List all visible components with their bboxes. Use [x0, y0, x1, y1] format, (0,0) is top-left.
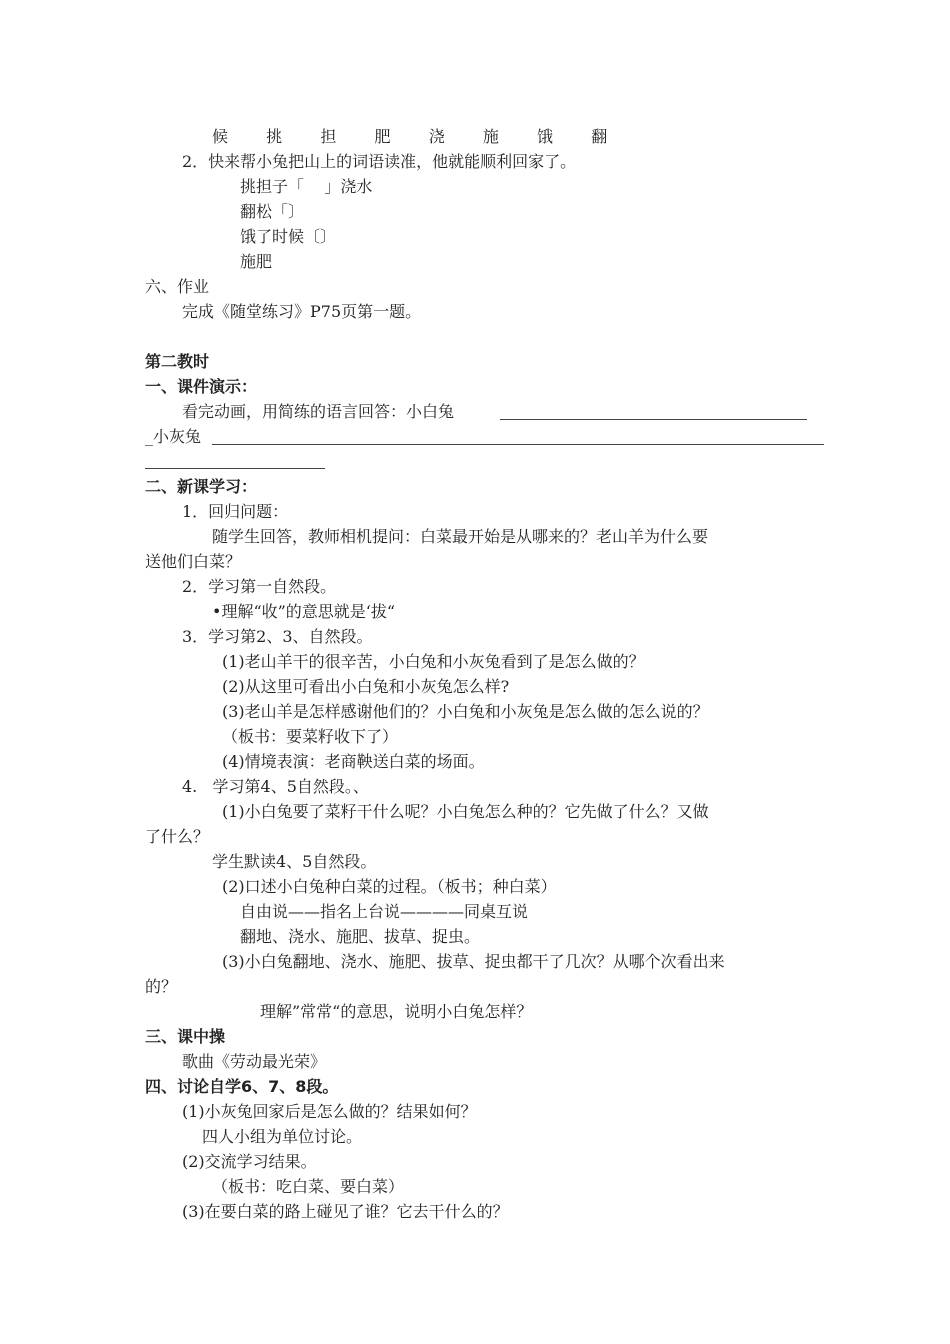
- word-item: 施肥: [240, 252, 273, 271]
- paragraph: 3．学习第2、3、自然段。: [182, 627, 373, 646]
- paragraph: 完成《随堂练习》P75页第一题。: [182, 302, 422, 321]
- paragraph: 理解”常常“的意思，说明小白兔怎样？: [260, 1002, 533, 1021]
- word-item: 饿了时候〔〕: [240, 227, 337, 246]
- paragraph: (2)口述小白兔种白菜的过程。（板书；种白菜）: [222, 877, 557, 896]
- paragraph: •理解“收”的意思就是‘拔“: [212, 602, 396, 621]
- paragraph: 了什么？: [145, 827, 210, 846]
- paragraph: (1)小灰兔回家后是怎么做的？结果如何？: [182, 1102, 477, 1121]
- paragraph: (4)情境表演：老商鞅送白菜的场面。: [222, 752, 485, 771]
- paragraph: （板书：要菜籽收下了）: [222, 727, 399, 746]
- paragraph: _小灰兔: [145, 427, 202, 446]
- paragraph: (2)交流学习结果。: [182, 1152, 317, 1171]
- paragraph: 歌曲《劳动最光荣》: [182, 1052, 327, 1071]
- paragraph: 随学生回答，教师相机提问：白菜最开始是从哪来的？老山羊为什么要: [212, 527, 709, 546]
- paragraph: 送他们白菜？: [145, 552, 242, 571]
- section-heading: 四、讨论自学6、7、8段。: [145, 1077, 339, 1096]
- word-item: 翻松「〕: [240, 202, 305, 221]
- section-heading: 六、作业: [145, 277, 210, 296]
- paragraph: (2)从这里可看出小白兔和小灰兔怎么样?: [222, 677, 510, 696]
- paragraph: 自由说——指名上台说————同桌互说: [240, 902, 529, 921]
- paragraph: 的？: [145, 977, 178, 996]
- word-item: 挑担子「 」浇水: [240, 177, 373, 196]
- paragraph: (3)小白兔翻地、浇水、施肥、拔草、捉虫都干了几次？从哪个次看出来: [222, 952, 725, 971]
- answer-blank: [500, 419, 807, 420]
- section-heading: 一、课件演示：: [145, 377, 258, 396]
- paragraph: (3)在要白菜的路上碰见了谁？它去干什么的？: [182, 1202, 509, 1221]
- vocab-characters: 候 挑 担 肥 浇 施 饿 翻: [212, 127, 608, 146]
- section-heading: 二、新课学习：: [145, 477, 258, 496]
- answer-blank: [212, 444, 824, 445]
- paragraph: 1．回归问题：: [182, 502, 289, 521]
- answer-blank: [145, 468, 325, 469]
- paragraph: 学生默读4、5自然段。: [212, 852, 377, 871]
- lesson-title: 第二教时: [145, 352, 210, 371]
- exercise-2: 2．快来帮小兔把山上的词语读准，他就能顺利回家了。: [182, 152, 577, 171]
- paragraph: 2．学习第一自然段。: [182, 577, 337, 596]
- section-heading: 三、课中操: [145, 1027, 226, 1046]
- paragraph: (1)老山羊干的很辛苦，小白兔和小灰兔看到了是怎么做的？: [222, 652, 645, 671]
- paragraph: (3)老山羊是怎样感谢他们的？小白兔和小灰兔是怎么做的怎么说的？: [222, 702, 709, 721]
- paragraph: 四人小组为单位讨论。: [202, 1127, 363, 1146]
- paragraph: 看完动画，用简练的语言回答：小白兔: [182, 402, 455, 421]
- paragraph: (1)小白兔要了菜籽干什么呢？小白兔怎么种的？它先做了什么？又做: [222, 802, 709, 821]
- paragraph: 翻地、浇水、施肥、拔草、捉虫。: [240, 927, 481, 946]
- paragraph: 4. 学习第4、5自然段。、: [182, 777, 369, 796]
- paragraph: （板书：吃白菜、要白菜）: [212, 1177, 405, 1196]
